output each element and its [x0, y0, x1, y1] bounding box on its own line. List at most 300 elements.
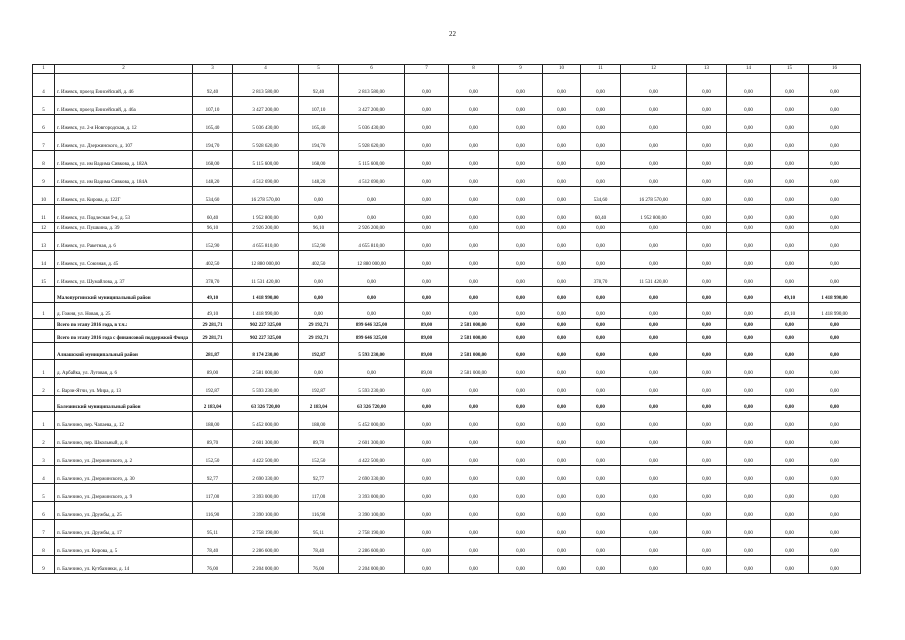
row-number: 15 [33, 269, 55, 287]
value-cell: 0,00 [621, 466, 687, 484]
value-cell: 0,00 [405, 466, 449, 484]
value-cell: 4 512 690,00 [233, 169, 299, 187]
value-cell: 192,87 [299, 343, 339, 360]
value-cell: 0,00 [809, 412, 861, 430]
value-cell: 0,00 [809, 360, 861, 378]
value-cell: 402,50 [193, 251, 233, 269]
value-cell: 0,00 [687, 187, 727, 205]
value-cell: 281,87 [193, 343, 233, 360]
value-cell: 5 452 000,00 [233, 412, 299, 430]
value-cell: 0,00 [543, 520, 581, 538]
value-cell: 89,00 [405, 343, 449, 360]
row-number: 4 [33, 466, 55, 484]
row-number [33, 343, 55, 360]
value-cell: 0,00 [809, 330, 861, 343]
value-cell: 899 646 325,00 [339, 319, 405, 330]
value-cell: 0,00 [727, 466, 771, 484]
value-cell: 2 758 190,00 [233, 520, 299, 538]
row-number: 3 [33, 448, 55, 466]
value-cell: 116,90 [299, 502, 339, 520]
value-cell: 0,00 [499, 223, 543, 233]
value-cell: 0,00 [449, 287, 499, 303]
value-cell: 0,00 [771, 343, 809, 360]
value-cell: 0,00 [727, 97, 771, 115]
value-cell: 0,00 [809, 169, 861, 187]
value-cell: 3 393 000,00 [339, 484, 405, 502]
value-cell: 0,00 [499, 520, 543, 538]
value-cell: 0,00 [581, 448, 621, 466]
value-cell: 152,90 [299, 233, 339, 251]
value-cell: 0,00 [687, 396, 727, 412]
value-cell: 0,00 [449, 502, 499, 520]
address-cell: п. Балезино, ул. Дзержинского, д. 9 [55, 484, 193, 502]
table-row [33, 430, 861, 448]
value-cell: 0,00 [687, 360, 727, 378]
value-cell: 0,00 [621, 233, 687, 251]
value-cell: 5 115 600,00 [233, 151, 299, 169]
value-cell: 0,00 [621, 287, 687, 303]
value-cell: 0,00 [543, 115, 581, 133]
value-cell: 0,00 [543, 396, 581, 412]
value-cell: 5 036 430,00 [233, 115, 299, 133]
value-cell: 0,00 [621, 396, 687, 412]
value-cell: 5 593 230,00 [233, 378, 299, 396]
value-cell: 60,40 [581, 205, 621, 223]
value-cell: 0,00 [809, 97, 861, 115]
address-cell: п. Балезино, ул. Кутбазинки, д. 14 [55, 556, 193, 574]
value-cell: 194,70 [299, 133, 339, 151]
value-cell: 2 813 580,00 [233, 74, 299, 97]
value-cell: 0,00 [543, 466, 581, 484]
value-cell: 0,00 [339, 205, 405, 223]
row-number: 2 [33, 378, 55, 396]
value-cell: 0,00 [727, 205, 771, 223]
value-cell: 0,00 [727, 396, 771, 412]
value-cell: 89,00 [405, 319, 449, 330]
row-number: 5 [33, 97, 55, 115]
value-cell: 0,00 [405, 97, 449, 115]
value-cell: 152,90 [193, 233, 233, 251]
value-cell: 2 204 000,00 [339, 556, 405, 574]
value-cell: 2 581 000,00 [233, 360, 299, 378]
row-number: 8 [33, 151, 55, 169]
value-cell: 0,00 [299, 360, 339, 378]
value-cell: 0,00 [543, 269, 581, 287]
value-cell: 0,00 [499, 133, 543, 151]
value-cell: 3 427 200,00 [339, 97, 405, 115]
value-cell: 0,00 [449, 556, 499, 574]
value-cell: 0,00 [687, 520, 727, 538]
value-cell: 0,00 [687, 556, 727, 574]
value-cell: 63 326 720,00 [339, 396, 405, 412]
address-cell: г. Ижевск, проезд Енисейский, д. 46 [55, 74, 193, 97]
column-header: 5 [299, 65, 339, 74]
value-cell: 12 880 000,00 [339, 251, 405, 269]
row-number [33, 330, 55, 343]
value-cell: 2 183,04 [193, 396, 233, 412]
value-cell: 0,00 [449, 430, 499, 448]
value-cell: 2 813 580,00 [339, 74, 405, 97]
value-cell: 0,00 [621, 251, 687, 269]
row-number: 1 [33, 303, 55, 319]
value-cell: 29 192,71 [299, 319, 339, 330]
value-cell: 0,00 [449, 251, 499, 269]
value-cell: 2 286 600,00 [233, 538, 299, 556]
address-cell: д. Гожня, ул. Новая, д. 25 [55, 303, 193, 319]
value-cell: 78,40 [299, 538, 339, 556]
value-cell: 0,00 [499, 412, 543, 430]
row-number: 6 [33, 502, 55, 520]
value-cell: 0,00 [727, 360, 771, 378]
value-cell: 378,70 [581, 269, 621, 287]
value-cell: 0,00 [727, 520, 771, 538]
value-cell: 0,00 [771, 97, 809, 115]
value-cell: 78,40 [193, 538, 233, 556]
value-cell: 0,00 [771, 187, 809, 205]
value-cell: 116,90 [193, 502, 233, 520]
value-cell: 0,00 [405, 187, 449, 205]
value-cell: 0,00 [405, 412, 449, 430]
value-cell: 0,00 [581, 251, 621, 269]
value-cell: 0,00 [621, 556, 687, 574]
value-cell: 0,00 [809, 396, 861, 412]
value-cell: 5 928 620,00 [339, 133, 405, 151]
row-number [33, 287, 55, 303]
value-cell: 0,00 [727, 448, 771, 466]
value-cell: 0,00 [809, 74, 861, 97]
value-cell: 0,00 [543, 538, 581, 556]
value-cell: 4 422 500,00 [339, 448, 405, 466]
value-cell: 0,00 [727, 556, 771, 574]
value-cell: 0,00 [687, 484, 727, 502]
value-cell: 0,00 [581, 396, 621, 412]
value-cell: 0,00 [581, 233, 621, 251]
value-cell: 2 601 300,00 [233, 430, 299, 448]
value-cell: 0,00 [581, 430, 621, 448]
value-cell: 3 393 000,00 [233, 484, 299, 502]
address-cell: г. Ижевск, ул. Ракетная, д. 6 [55, 233, 193, 251]
value-cell: 0,00 [809, 538, 861, 556]
value-cell: 0,00 [809, 133, 861, 151]
table-row [33, 319, 861, 330]
row-number: 7 [33, 133, 55, 151]
address-cell: п. Балезино, пер. Школьный, д. 8 [55, 430, 193, 448]
value-cell: 0,00 [405, 448, 449, 466]
value-cell: 0,00 [581, 360, 621, 378]
value-cell: 89,00 [193, 360, 233, 378]
value-cell: 2 581 000,00 [449, 330, 499, 343]
address-cell: Алнашский муниципальный район [55, 343, 193, 360]
value-cell: 0,00 [771, 556, 809, 574]
value-cell: 0,00 [499, 484, 543, 502]
value-cell: 0,00 [449, 448, 499, 466]
value-cell: 0,00 [581, 484, 621, 502]
value-cell: 0,00 [809, 319, 861, 330]
value-cell: 0,00 [809, 233, 861, 251]
value-cell: 0,00 [499, 343, 543, 360]
value-cell: 29 281,71 [193, 330, 233, 343]
value-cell: 8 174 230,00 [233, 343, 299, 360]
value-cell: 0,00 [687, 133, 727, 151]
address-cell: п. Балезино, ул. Дружбы, д. 17 [55, 520, 193, 538]
table-row [33, 115, 861, 133]
row-number: 8 [33, 538, 55, 556]
value-cell: 192,87 [193, 378, 233, 396]
value-cell: 188,00 [193, 412, 233, 430]
address-cell: Малопургинский муниципальный район [55, 287, 193, 303]
value-cell: 0,00 [771, 74, 809, 97]
value-cell: 0,00 [809, 502, 861, 520]
value-cell: 0,00 [543, 169, 581, 187]
value-cell: 0,00 [449, 74, 499, 97]
value-cell: 0,00 [449, 378, 499, 396]
row-number: 1 [33, 360, 55, 378]
value-cell: 16 278 570,00 [621, 187, 687, 205]
value-cell: 0,00 [499, 269, 543, 287]
value-cell: 2 690 330,00 [233, 466, 299, 484]
value-cell: 0,00 [621, 115, 687, 133]
value-cell: 0,00 [809, 448, 861, 466]
value-cell: 378,70 [193, 269, 233, 287]
value-cell: 0,00 [543, 303, 581, 319]
value-cell: 3 390 100,00 [339, 502, 405, 520]
value-cell: 0,00 [405, 115, 449, 133]
value-cell: 0,00 [581, 74, 621, 97]
value-cell: 0,00 [543, 378, 581, 396]
address-cell: г. Ижевск, ул. Шумайлова, д. 37 [55, 269, 193, 287]
value-cell: 0,00 [727, 223, 771, 233]
value-cell: 0,00 [499, 115, 543, 133]
value-cell: 49,10 [771, 303, 809, 319]
value-cell: 4 422 500,00 [233, 448, 299, 466]
value-cell: 0,00 [727, 412, 771, 430]
column-header: 16 [809, 65, 861, 74]
row-number: 13 [33, 233, 55, 251]
value-cell: 0,00 [581, 303, 621, 319]
value-cell: 0,00 [449, 233, 499, 251]
value-cell: 0,00 [449, 151, 499, 169]
value-cell: 0,00 [771, 330, 809, 343]
value-cell: 0,00 [543, 97, 581, 115]
value-cell: 29 281,71 [193, 319, 233, 330]
value-cell: 0,00 [771, 151, 809, 169]
value-cell: 0,00 [543, 502, 581, 520]
value-cell: 0,00 [449, 133, 499, 151]
column-header: 13 [687, 65, 727, 74]
address-cell: г. Ижевск, проезд Енисейский, д. 46а [55, 97, 193, 115]
value-cell: 0,00 [771, 396, 809, 412]
value-cell: 0,00 [449, 303, 499, 319]
value-cell: 96,10 [299, 223, 339, 233]
value-cell: 0,00 [543, 484, 581, 502]
value-cell: 0,00 [687, 378, 727, 396]
value-cell: 0,00 [339, 187, 405, 205]
value-cell: 0,00 [543, 151, 581, 169]
value-cell: 152,50 [193, 448, 233, 466]
address-cell: п. Балезино, ул. Кирова, д. 5 [55, 538, 193, 556]
value-cell: 0,00 [543, 343, 581, 360]
value-cell: 0,00 [809, 430, 861, 448]
value-cell: 0,00 [687, 502, 727, 520]
table-row [33, 412, 861, 430]
value-cell: 194,70 [193, 133, 233, 151]
value-cell: 0,00 [581, 538, 621, 556]
value-cell: 0,00 [687, 251, 727, 269]
value-cell: 0,00 [621, 223, 687, 233]
value-cell: 0,00 [581, 378, 621, 396]
value-cell: 0,00 [809, 115, 861, 133]
value-cell: 165,40 [193, 115, 233, 133]
value-cell: 0,00 [581, 520, 621, 538]
value-cell: 0,00 [809, 378, 861, 396]
row-number: 12 [33, 223, 55, 233]
value-cell: 0,00 [405, 556, 449, 574]
column-header: 14 [727, 65, 771, 74]
value-cell: 0,00 [543, 330, 581, 343]
value-cell: 76,00 [193, 556, 233, 574]
value-cell: 4 655 810,00 [339, 233, 405, 251]
value-cell: 117,00 [299, 484, 339, 502]
value-cell: 0,00 [771, 360, 809, 378]
value-cell: 0,00 [581, 97, 621, 115]
row-number: 11 [33, 205, 55, 223]
value-cell: 902 227 325,00 [233, 330, 299, 343]
value-cell: 0,00 [687, 269, 727, 287]
value-cell: 0,00 [621, 520, 687, 538]
value-cell: 0,00 [687, 330, 727, 343]
value-cell: 89,70 [299, 430, 339, 448]
address-cell: г. Ижевск, ул. Дзержинского, д. 107 [55, 133, 193, 151]
value-cell: 5 452 000,00 [339, 412, 405, 430]
table-row [33, 269, 861, 287]
table-container [32, 64, 860, 574]
value-cell: 0,00 [499, 319, 543, 330]
value-cell: 0,00 [543, 233, 581, 251]
value-cell: 0,00 [727, 330, 771, 343]
value-cell: 0,00 [727, 269, 771, 287]
table-row [33, 133, 861, 151]
value-cell: 0,00 [499, 303, 543, 319]
value-cell: 0,00 [339, 303, 405, 319]
value-cell: 0,00 [299, 287, 339, 303]
value-cell: 0,00 [809, 269, 861, 287]
value-cell: 0,00 [727, 484, 771, 502]
value-cell: 0,00 [727, 303, 771, 319]
value-cell: 2 926 200,00 [339, 223, 405, 233]
value-cell: 0,00 [581, 133, 621, 151]
value-cell: 0,00 [405, 233, 449, 251]
value-cell: 0,00 [543, 556, 581, 574]
table-row [33, 484, 861, 502]
value-cell: 168,00 [193, 151, 233, 169]
value-cell: 0,00 [499, 466, 543, 484]
value-cell: 0,00 [581, 151, 621, 169]
value-cell: 0,00 [543, 187, 581, 205]
value-cell: 89,00 [405, 330, 449, 343]
value-cell: 0,00 [771, 502, 809, 520]
value-cell: 0,00 [543, 74, 581, 97]
value-cell: 0,00 [449, 520, 499, 538]
value-cell: 0,00 [727, 343, 771, 360]
value-cell: 0,00 [809, 187, 861, 205]
row-number: 2 [33, 430, 55, 448]
value-cell: 0,00 [621, 169, 687, 187]
address-cell: п. Балезино, пер. Чапаева, д. 12 [55, 412, 193, 430]
value-cell: 148,20 [299, 169, 339, 187]
value-cell: 0,00 [499, 74, 543, 97]
column-header: 8 [449, 65, 499, 74]
value-cell: 0,00 [771, 251, 809, 269]
table-row [33, 151, 861, 169]
value-cell: 0,00 [727, 378, 771, 396]
value-cell: 0,00 [405, 205, 449, 223]
value-cell: 1 418 990,00 [233, 287, 299, 303]
table-row [33, 233, 861, 251]
address-cell: г. Ижевск, ул. Пушкина, д. 39 [55, 223, 193, 233]
value-cell: 0,00 [621, 538, 687, 556]
value-cell: 0,00 [581, 223, 621, 233]
value-cell: 0,00 [687, 223, 727, 233]
value-cell: 0,00 [299, 205, 339, 223]
value-cell: 92,40 [299, 74, 339, 97]
address-cell: г. Ижевск, ул. им Вадима Сивкова, д. 184А [55, 169, 193, 187]
value-cell: 0,00 [449, 187, 499, 205]
value-cell: 0,00 [727, 74, 771, 97]
value-cell: 0,00 [727, 115, 771, 133]
value-cell: 1 418 990,00 [809, 303, 861, 319]
value-cell: 188,00 [299, 412, 339, 430]
value-cell: 2 758 190,00 [339, 520, 405, 538]
value-cell: 0,00 [809, 223, 861, 233]
value-cell: 117,00 [193, 484, 233, 502]
address-cell: п. Балезино, ул. Дзержинского, д. 30 [55, 466, 193, 484]
value-cell: 76,00 [299, 556, 339, 574]
column-header: 12 [621, 65, 687, 74]
value-cell: 2 601 300,00 [339, 430, 405, 448]
value-cell: 0,00 [339, 360, 405, 378]
address-cell: г. Ижевск, ул. Кирова, д. 122Г [55, 187, 193, 205]
column-header: 7 [405, 65, 449, 74]
value-cell: 0,00 [727, 502, 771, 520]
value-cell: 0,00 [339, 269, 405, 287]
value-cell: 0,00 [449, 269, 499, 287]
value-cell: 0,00 [687, 205, 727, 223]
address-cell: г. Ижевск, ул. Союзная, д. 45 [55, 251, 193, 269]
value-cell: 0,00 [687, 466, 727, 484]
value-cell: 0,00 [449, 538, 499, 556]
value-cell: 0,00 [405, 269, 449, 287]
row-number: 6 [33, 115, 55, 133]
value-cell: 0,00 [621, 360, 687, 378]
value-cell: 0,00 [449, 97, 499, 115]
value-cell: 0,00 [727, 151, 771, 169]
value-cell: 4 512 690,00 [339, 169, 405, 187]
value-cell: 0,00 [449, 412, 499, 430]
table-row [33, 466, 861, 484]
value-cell: 0,00 [405, 287, 449, 303]
row-number: 4 [33, 74, 55, 97]
value-cell: 95,11 [299, 520, 339, 538]
value-cell: 0,00 [499, 448, 543, 466]
address-cell: Всего по этапу 2016 года с финансовой поддержкой Фонда [55, 330, 193, 343]
value-cell: 0,00 [543, 205, 581, 223]
value-cell: 2 183,04 [299, 396, 339, 412]
value-cell: 0,00 [809, 466, 861, 484]
value-cell: 0,00 [405, 133, 449, 151]
value-cell: 0,00 [771, 233, 809, 251]
row-number [33, 319, 55, 330]
value-cell: 402,50 [299, 251, 339, 269]
